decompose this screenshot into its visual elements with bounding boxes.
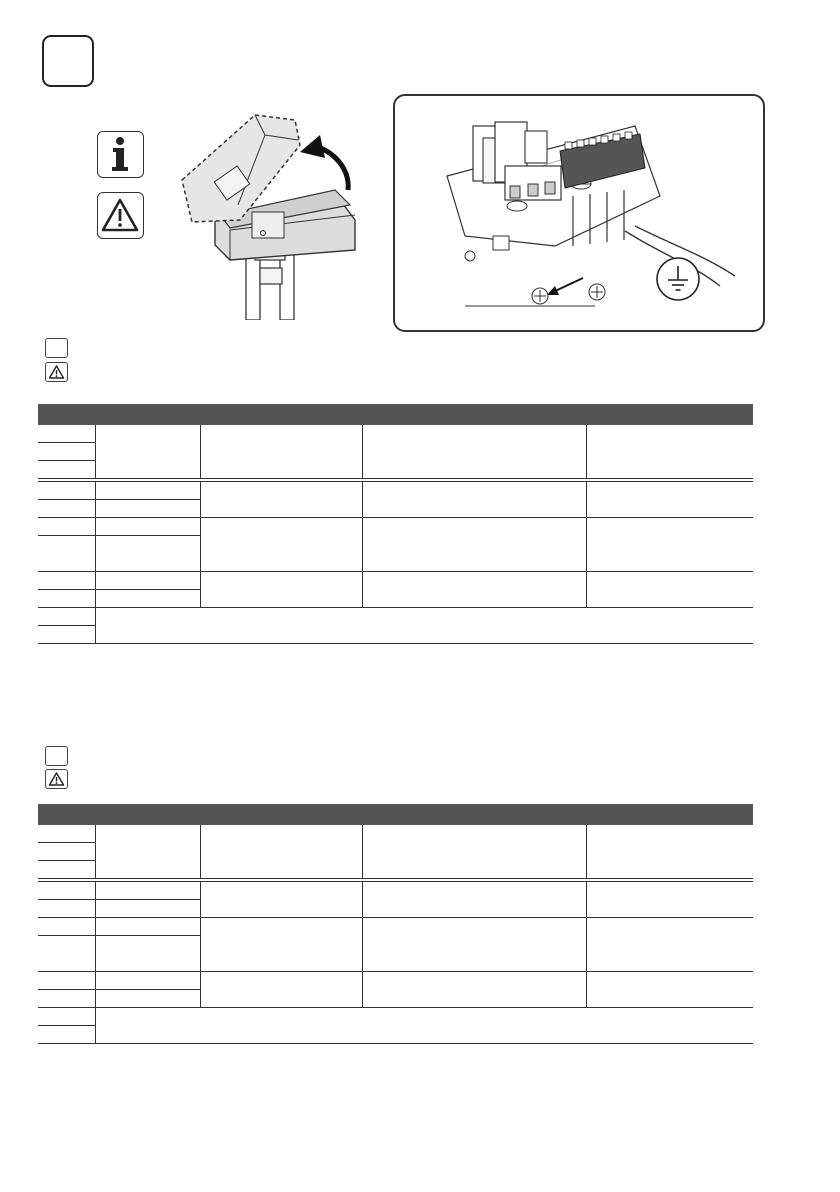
table-row [38, 518, 753, 536]
spec-table-2 [38, 804, 753, 1044]
ground-earth-icon [655, 256, 701, 302]
table-row [38, 825, 753, 843]
info-icon-small [45, 746, 68, 766]
table-row [38, 425, 753, 443]
table-row [38, 918, 753, 936]
step-number-box [42, 35, 94, 87]
warning-icon-small [45, 362, 68, 382]
info-icon [97, 131, 144, 178]
spec-table-1 [38, 404, 753, 644]
actuator-cover-illustration [160, 110, 370, 320]
table-row [38, 1008, 753, 1026]
table-row [38, 572, 753, 590]
table-row [38, 482, 753, 500]
table-row [38, 882, 753, 900]
table-header [38, 804, 753, 825]
info-icon-small [45, 338, 68, 358]
warning-icon-small [45, 769, 68, 789]
table-row [38, 608, 753, 626]
wiring-detail-panel [393, 94, 765, 332]
table-header [38, 404, 753, 425]
table-row [38, 972, 753, 990]
warning-triangle-icon [97, 192, 144, 239]
